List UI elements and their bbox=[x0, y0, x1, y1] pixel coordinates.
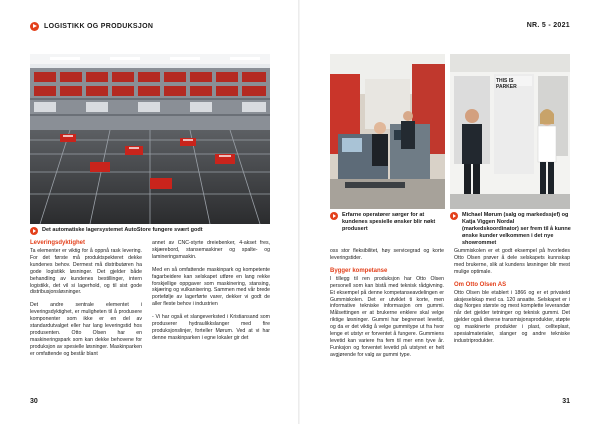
paragraph: Ta elementer er viktig for å oppnå rask levering. For det første må produktspekteret dekke kundenes behov. Dermest må distributøren ha gode logistikk løsninger. Det gjelder både behandling av kundenes bestillinger, intern logistikk, det vil si lagerhold, og til sist gode distribusjonsløsninger. bbox=[30, 248, 142, 296]
operators-caption bbox=[330, 212, 446, 233]
issue-number: NR. 5 - 2021 bbox=[526, 22, 570, 29]
section-title: LOGISTIKK OG PRODUKSJON bbox=[44, 23, 154, 30]
right-page bbox=[300, 0, 600, 424]
paragraph: Med en så omfattende maskinpark og kompetente fagarbeidere kan selskapet utføre en lang rekke forskjellige oppgaver som maskinering, stansing, skjæring og vulkanisering. Sammen med vår brede portefølje av lagerførte varer, dekker vi godt de aller fleste behov i industrien bbox=[152, 266, 270, 308]
paragraph: Otto Olsen ble etablert i 1866 og er et privateid aksjeselskap med ca. 120 ansatte. Selskapet er i dag Norges største og mest komplette leverandør når det gjelder tetninger og teknisk gummi. Det gjelder også diverse transmisjonsprodukter, støpte og maskinerte produkter i plast, cellteplast, spesialmaterialer, slanger og andre tekniske industriprodukter. bbox=[454, 289, 570, 344]
left-column-2 bbox=[152, 240, 270, 348]
warehouse-photo bbox=[30, 54, 270, 224]
paragraph: Gummiskolen er et godt eksempel på hvorledes Otto Olsen prøver å dele selskapets kunnskap med brukerne, slik at kundens løsninger blir mest mulige optimale. bbox=[454, 248, 570, 275]
warehouse-caption bbox=[30, 227, 270, 235]
right-column-2 bbox=[454, 248, 570, 351]
section-header bbox=[30, 22, 153, 31]
paragraph: oss stor fleksibilitet, høy servicegrad og korte leveringstider. bbox=[330, 248, 444, 261]
operators-photo bbox=[330, 54, 445, 209]
heading-om-otto-olsen: Om Otto Olsen AS bbox=[454, 281, 507, 288]
right-column-1 bbox=[330, 248, 444, 365]
people-caption bbox=[450, 212, 572, 247]
people-caption-text: Michael Mørum (salg og markedssjef) og Katja Viggen Nordal (markedskoordinator) ser frem til å kunne ønske kunder velkommen i det nye showrommet bbox=[462, 212, 571, 246]
left-column-1 bbox=[30, 240, 142, 364]
paragraph: I tillegg til ren produksjon har Otto Olsen personell som kan bistå med teknisk rådgivning. Et eksempel på denne kompetanseavdelingen er Gummiskolen. Det er utviklet ti korte, men informative tekniske informasjon om gummi. Målsettingen er at brukerne enklere skal velge riktige løsninger. Gummi har begrenset levetid, og da er det viktig å velge gummitype ut fra hvor lenge et utstyr er forventet å fungere. Gummiens levetid kan variere fra fem til mer enn tyve år. Funksjon og forventet levetid på utstyret er helt avgjørende for valg av gummi type. bbox=[330, 275, 444, 358]
heading-bygger-kompetanse: Bygger kompetanse bbox=[330, 267, 388, 274]
warehouse-caption-text: Det automatiske lagersystemet AutoStore fungere svært godt bbox=[42, 227, 203, 233]
paragraph: - Vi har også et slangeverksted i Kristiansand som produserer hydraulikkslanger med fire produksjonslinjer, forteller Mørum. Ved at vi har denne maskinparken i egne lokaler gir det bbox=[152, 314, 270, 341]
operators-caption-text: Erfarne operatører sørger for at kundenes spesielle ønsker blir nøkt produsert bbox=[342, 212, 436, 232]
page-number-left: 30 bbox=[30, 398, 38, 405]
people-photo bbox=[450, 54, 570, 209]
caption-arrow-icon bbox=[450, 212, 458, 220]
paragraph: annet av CNC-styrte dreiebenker, 4-akset fres, skjærebord, stansemaskiner og spalte- og lamineringsmaskin. bbox=[152, 240, 270, 260]
parker-sign: THIS IS PARKER bbox=[496, 78, 517, 90]
heading-leveringsdyktighet: Leveringsdyktighet bbox=[30, 240, 86, 246]
page-number-right: 31 bbox=[562, 398, 570, 405]
caption-arrow-icon bbox=[330, 212, 338, 220]
caption-arrow-icon bbox=[30, 227, 38, 235]
arrow-bullet-icon bbox=[30, 22, 39, 31]
paragraph: Det andre sentrale elementet i leveringsdyktighet, er muligheten til å produsere komponenter som ikke er en del av standardutvalget eller har lang leveringstid hos produsenten. Otto Olsen har en maskineringspark som kan dekke behovene for produksjon av spesielle løsninger. Maskinparken er omfattende og består blant bbox=[30, 302, 142, 357]
